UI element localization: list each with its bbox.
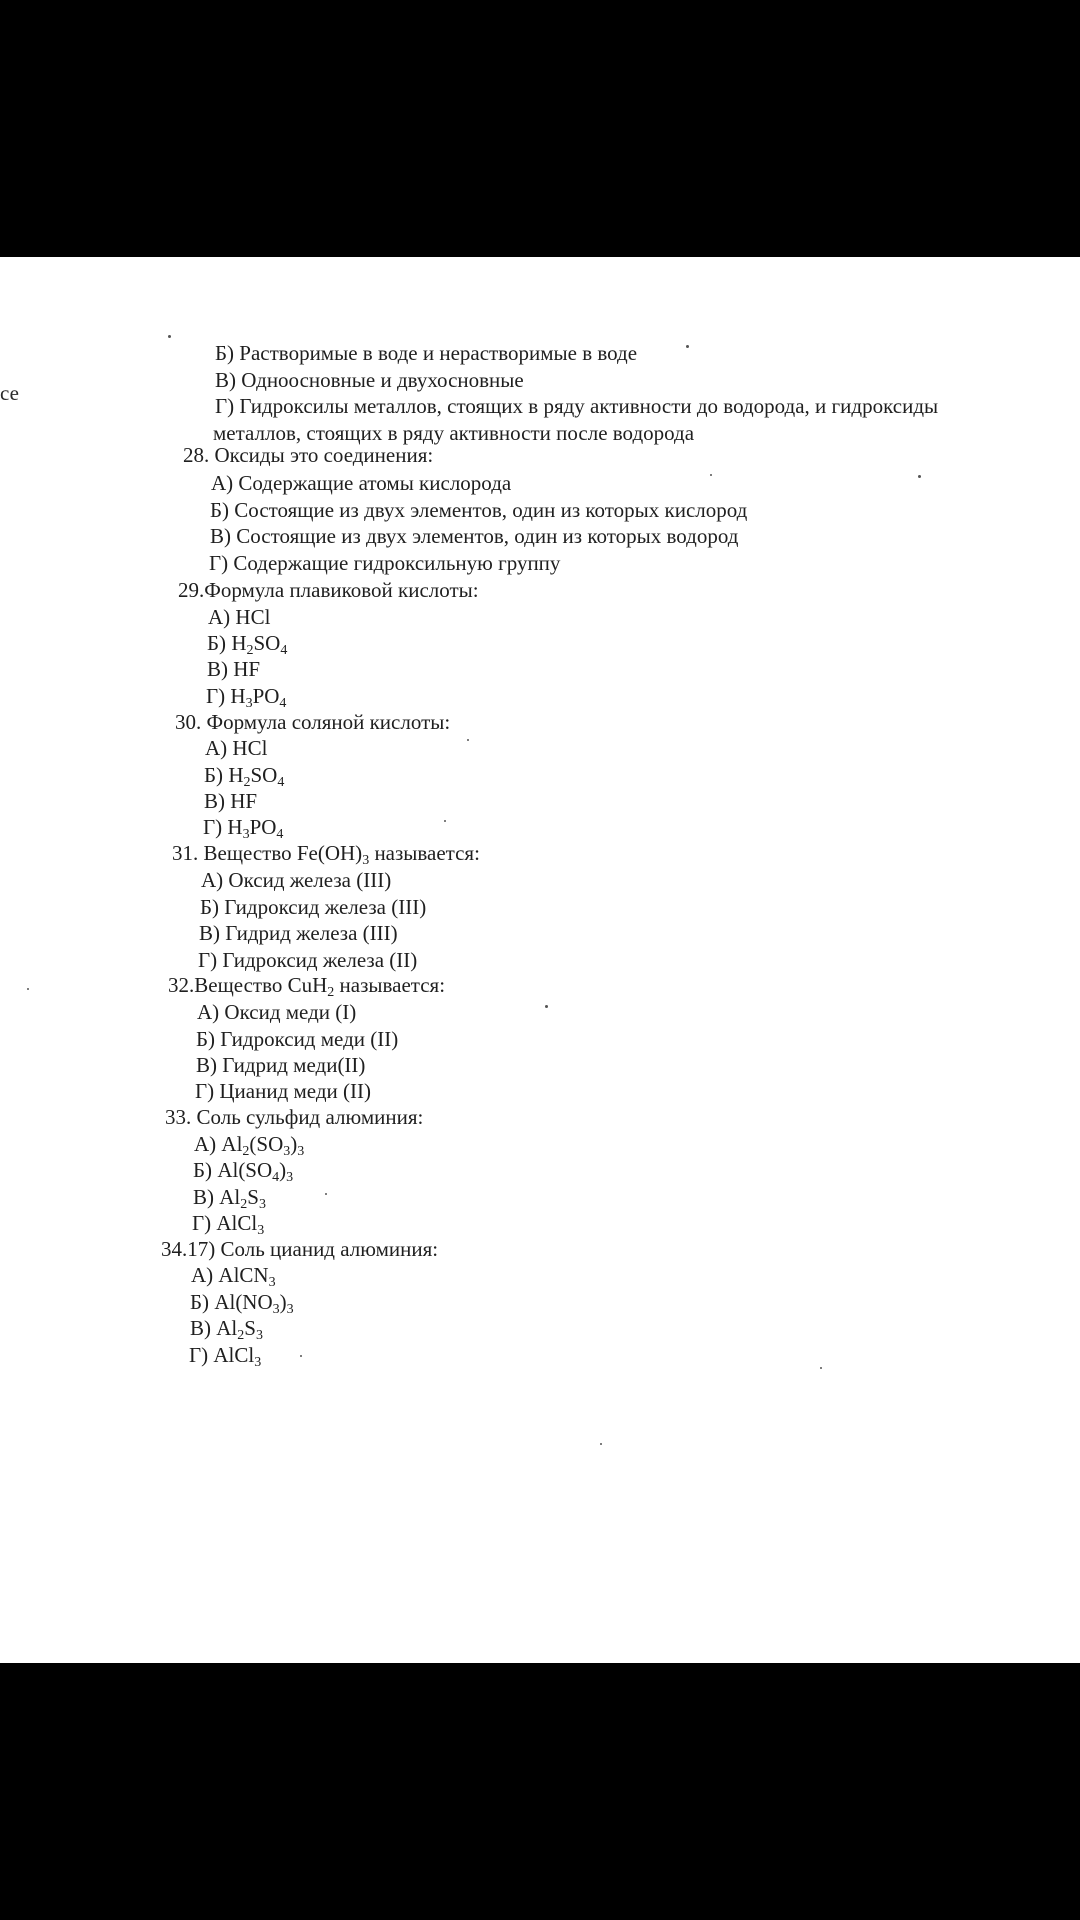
question-31-option-d: Г) Гидроксид железа (II) — [198, 948, 418, 972]
question-29-option-b — [207, 630, 287, 656]
scan-speck — [444, 820, 446, 822]
question-33-option-c — [193, 1184, 266, 1210]
question-29-option-d — [206, 683, 286, 709]
question-32-stem-text: 32.Вещество CuH — [168, 973, 328, 997]
question-30-option-d — [203, 814, 283, 840]
scan-speck — [820, 1367, 822, 1369]
formula-subscript: 3 — [268, 1275, 276, 1290]
question-34-option-d — [189, 1342, 261, 1368]
option-label: Г) — [189, 1343, 214, 1367]
scan-speck — [686, 345, 689, 348]
formula-text: HCl — [235, 605, 271, 629]
formula-text: Al(SO — [217, 1158, 273, 1182]
formula-subscript: 2 — [237, 1328, 245, 1343]
option-label: В) — [193, 1185, 220, 1209]
cropped-margin-text: се — [0, 381, 19, 405]
formula-text: SO — [253, 631, 281, 655]
formula-subscript: 2 — [240, 1197, 248, 1212]
formula-subscript: 2 — [243, 775, 251, 790]
scan-speck — [27, 988, 29, 990]
formula-text: Al(NO — [214, 1290, 273, 1314]
question-28-option-a: А) Содержащие атомы кислорода — [211, 471, 512, 495]
question-31-option-b: Б) Гидроксид железа (III) — [200, 895, 427, 919]
formula-text: H — [231, 631, 247, 655]
formula-text: ) — [279, 1290, 287, 1314]
option-label: А) — [208, 605, 236, 629]
option-label: А) — [205, 736, 233, 760]
question-28-option-b: Б) Состоящие из двух элементов, один из которых кислород — [210, 498, 748, 522]
formula-subscript: 3 — [297, 1144, 305, 1159]
formula-text: Al — [216, 1316, 238, 1340]
question-33-option-a — [194, 1131, 304, 1157]
formula-subscript: 3 — [258, 1197, 266, 1212]
formula-subscript: 2 — [246, 643, 254, 658]
formula-text: S — [247, 1185, 259, 1209]
formula-text: HCl — [232, 736, 268, 760]
option-label: Б) — [207, 631, 232, 655]
option-label: Б) — [204, 763, 229, 787]
question-27-option-d: Г) Гидроксилы металлов, стоящих в ряду активности до водорода, и гидроксиды — [215, 394, 939, 418]
question-31-stem — [172, 840, 480, 866]
question-33-option-b — [193, 1157, 293, 1183]
scanned-page — [0, 257, 1080, 1663]
question-33-option-d — [192, 1210, 264, 1236]
formula-text: Al — [221, 1132, 243, 1156]
formula-subscript: 4 — [280, 643, 288, 658]
scan-speck — [545, 1005, 548, 1008]
question-34-option-a — [191, 1262, 276, 1288]
question-28-option-d: Г) Содержащие гидроксильную группу — [209, 551, 561, 575]
option-label: В) — [204, 789, 231, 813]
formula-subscript: 4 — [276, 827, 284, 842]
scan-speck — [600, 1443, 602, 1445]
option-label: Б) — [190, 1290, 215, 1314]
formula-text: AlCl — [216, 1211, 258, 1235]
formula-subscript: 3 — [245, 696, 253, 711]
option-label: В) — [190, 1316, 217, 1340]
question-32-option-b: Б) Гидроксид меди (II) — [196, 1027, 399, 1051]
scan-speck — [918, 475, 921, 478]
formula-text: ) — [279, 1158, 287, 1182]
question-28-option-c: В) Состоящие из двух элементов, один из которых водород — [210, 524, 739, 548]
formula-subscript: 4 — [272, 1170, 280, 1185]
scan-speck — [467, 739, 469, 741]
question-33-stem: 33. Соль сульфид алюминия: — [165, 1105, 424, 1129]
option-label: Г) — [192, 1211, 217, 1235]
question-30-option-c — [204, 788, 257, 814]
formula-text: AlCN — [218, 1263, 269, 1287]
formula-text: PO — [249, 815, 277, 839]
formula-text: S — [244, 1316, 256, 1340]
formula-text: Al — [219, 1185, 241, 1209]
question-32-stem — [168, 972, 445, 998]
option-label: Г) — [206, 684, 231, 708]
formula-subscript: 3 — [257, 1223, 265, 1238]
question-31-stem-subscript: 3 — [362, 853, 370, 868]
question-32-option-c: В) Гидрид меди(II) — [196, 1053, 366, 1077]
formula-text: (SO — [249, 1132, 284, 1156]
option-label: В) — [207, 657, 234, 681]
question-31-stem-text: 31. Вещество Fe(OH) — [172, 841, 363, 865]
formula-text: HF — [233, 657, 261, 681]
question-34-option-b — [190, 1289, 294, 1315]
formula-subscript: 3 — [286, 1302, 294, 1317]
question-27-option-b: Б) Растворимые в воде и нерастворимые в воде — [215, 341, 638, 365]
scan-speck — [168, 335, 171, 338]
formula-subscript: 3 — [286, 1170, 294, 1185]
question-29-option-a — [208, 604, 270, 630]
option-label: Б) — [193, 1158, 218, 1182]
question-29-option-c — [207, 656, 260, 682]
formula-subscript: 3 — [242, 827, 250, 842]
formula-subscript: 2 — [242, 1144, 250, 1159]
question-31-stem-tail: называется: — [369, 841, 480, 865]
formula-text: H — [228, 763, 244, 787]
option-label: А) — [194, 1132, 222, 1156]
question-32-stem-tail: называется: — [334, 973, 446, 997]
question-28-stem: 28. Оксиды это соединения: — [183, 443, 434, 467]
question-32-stem-subscript: 2 — [327, 985, 335, 1000]
scan-speck — [300, 1355, 302, 1357]
question-30-option-b — [204, 762, 284, 788]
question-27-option-d-continued: металлов, стоящих в ряду активности после водорода — [213, 421, 695, 445]
question-30-stem: 30. Формула соляной кислоты: — [175, 710, 451, 734]
formula-text: SO — [250, 763, 278, 787]
scan-speck — [710, 474, 712, 476]
formula-text: H — [227, 815, 243, 839]
formula-subscript: 4 — [277, 775, 285, 790]
formula-text: H — [230, 684, 246, 708]
question-34-stem: 34.17) Соль цианид алюминия: — [161, 1237, 439, 1261]
question-32-option-a: А) Оксид меди (I) — [197, 1000, 357, 1024]
formula-text: ) — [290, 1132, 298, 1156]
formula-subscript: 3 — [272, 1302, 280, 1317]
formula-text: HF — [230, 789, 258, 813]
formula-text: AlCl — [213, 1343, 255, 1367]
scan-speck — [325, 1193, 327, 1195]
formula-subscript: 3 — [254, 1355, 262, 1370]
formula-subscript: 3 — [283, 1144, 291, 1159]
question-31-option-c: В) Гидрид железа (III) — [199, 921, 398, 945]
formula-text: PO — [252, 684, 280, 708]
question-27-option-c: В) Одноосновные и двухосновные — [215, 368, 524, 392]
question-30-option-a — [205, 735, 267, 761]
option-label: А) — [191, 1263, 219, 1287]
question-32-option-d: Г) Цианид меди (II) — [195, 1079, 371, 1103]
option-label: Г) — [203, 815, 228, 839]
formula-subscript: 3 — [255, 1328, 263, 1343]
formula-subscript: 4 — [279, 696, 287, 711]
question-29-stem: 29.Формула плавиковой кислоты: — [178, 578, 479, 602]
question-31-option-a: А) Оксид железа (III) — [201, 868, 392, 892]
question-34-option-c — [190, 1315, 263, 1341]
